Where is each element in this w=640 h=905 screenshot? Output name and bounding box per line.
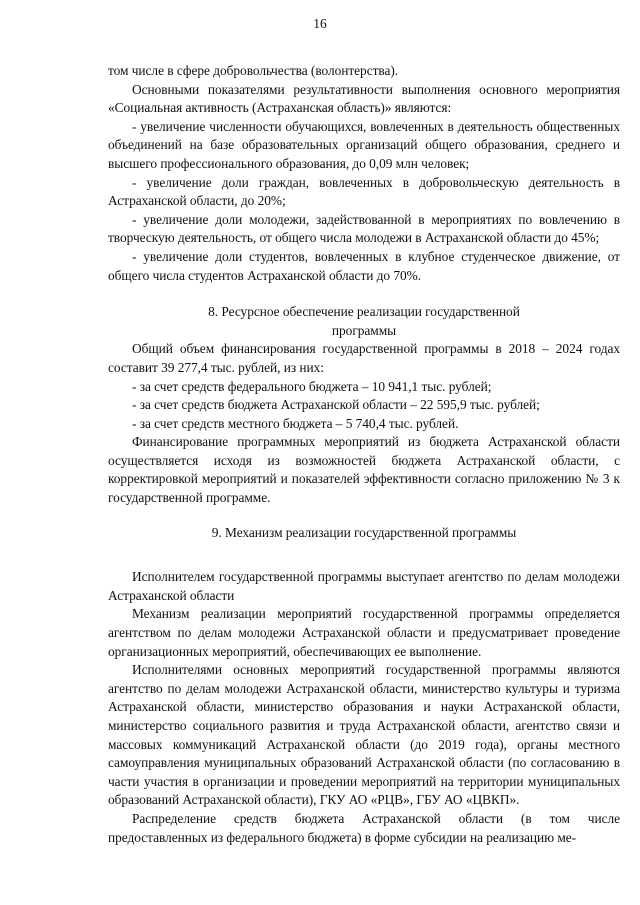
paragraph: Распределение средств бюджета Астраханской области (в том числе предоставленных из федерального бюджета) в форме субсидии на реализацию ме- — [108, 810, 620, 845]
paragraph: Механизм реализации мероприятий государственной программы определяется агентством по делам молодежи Астраханской области и предусматривает проведение организационных мероприятий, обеспечивающих ее выполнение. — [108, 606, 620, 659]
paragraph: Финансирование программных мероприятий из бюджета Астраханской области осуществляется исходя из возможностей бюджета Астраханской области, с корректировкой мероприятий и показателей эффективности согласно приложению № 3 к государственной программе. — [108, 434, 620, 506]
list-item: - за счет средств федерального бюджета – 10 941,1 тыс. рублей; — [132, 378, 492, 394]
list-item: - за счет средств местного бюджета – 5 740,4 тыс. рублей. — [132, 415, 459, 431]
paragraph: Исполнителями основных мероприятий государственной программы являются агентство по делам молодежи Астраханской области, министерство культуры и туризма Астраханской области, министерство образования и науки Астраханской области, министерство социального развития и труда Астраханской области, агентство связи и массовых коммуникаций Астраханской области (до 2019 года), органы местного самоуправления муниципальных образований Астраханской области (по согласованию в части участия в организации и проведении мероприятий на территории муниципальных образований Астраханской области), ГКУ АО «РЦВ», ГБУ АО «ЦВКП». — [108, 662, 620, 808]
list-item: - увеличение доли граждан, вовлеченных в добровольческую деятельность в Астраханской области, до 20%; — [108, 174, 620, 209]
paragraph: том числе в сфере добровольчества (волонтерства). — [108, 63, 399, 78]
section-heading-8: 8. Ресурсное обеспечение реализации государственной программы — [208, 304, 520, 338]
paragraph: Исполнителем государственной программы выступает агентство по делам молодежи Астраханской области — [108, 569, 620, 603]
page-number: 16 — [313, 16, 327, 31]
paragraph: Общий объем финансирования государственной программы в 2018 – 2024 годах составит 39 277,4 тыс. рублей, из них: — [108, 341, 620, 375]
section-heading-9: 9. Механизм реализации государственной программы — [211, 524, 517, 540]
list-item: - увеличение численности обучающихся, вовлеченных в деятельность общественных объединений на базе образовательных организаций общего образования, среднего и высшего профессионального образования, до 0,09 млн человек; — [108, 118, 620, 171]
paragraph: Основными показателями результативности выполнения основного мероприятия «Социальная активность (Астраханская область)» являются: — [108, 81, 620, 116]
list-item: - увеличение доли студентов, вовлеченных в клубное студенческое движение, от общего числа студентов Астраханской области до 70%. — [108, 248, 620, 283]
document-body — [108, 62, 620, 847]
list-item: - за счет средств бюджета Астраханской области – 22 595,9 тыс. рублей; — [132, 397, 540, 413]
list-item: - увеличение доли молодежи, задействованной в мероприятиях по вовлечению в творческую деятельность, от общего числа молодежи в Астраханской области до 45%; — [108, 211, 620, 246]
